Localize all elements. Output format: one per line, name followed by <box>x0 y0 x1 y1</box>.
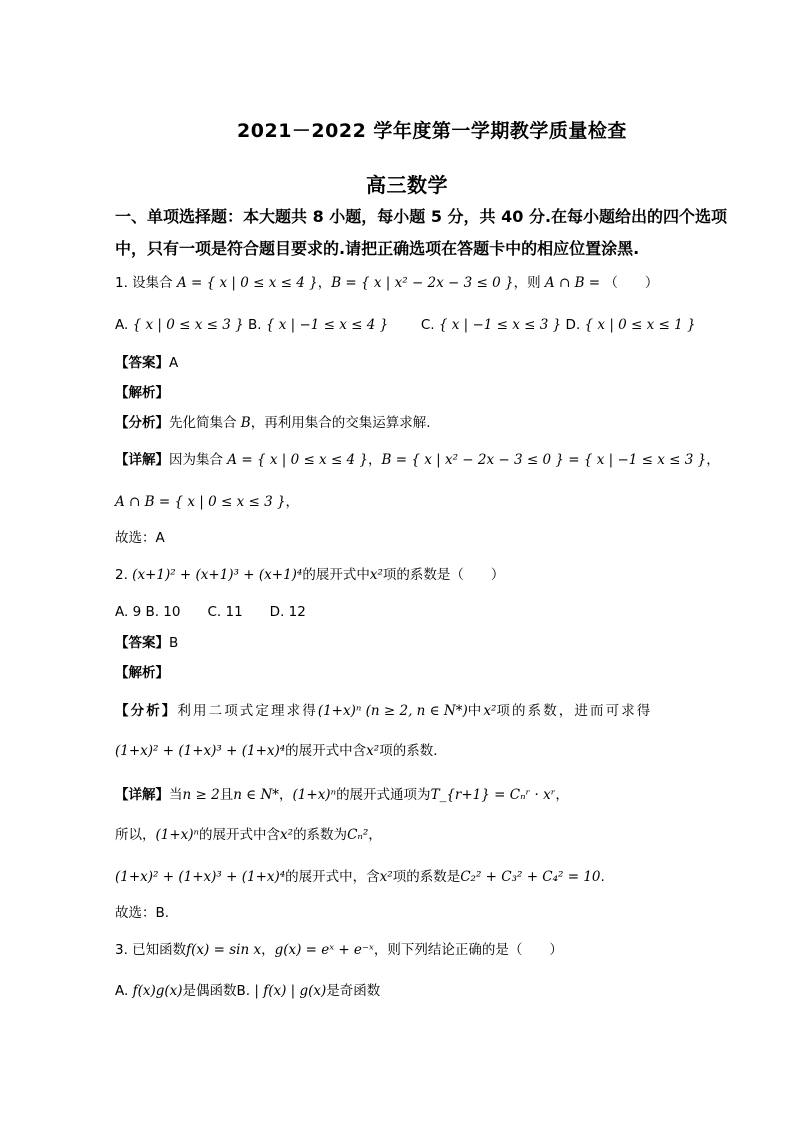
q1-sep: ， <box>317 275 332 291</box>
q2-detail-tag: 【详解】 <box>115 787 169 803</box>
q1-opt-b: { x | −1 ≤ x ≤ 4 } <box>265 317 389 333</box>
q2-sum-value: C₂² + C₃² + C₄² = 10 <box>460 869 601 885</box>
q1-opt-c: { x | −1 ≤ x ≤ 3 } <box>438 317 562 333</box>
q1-stem-prefix: 1. 设集合 <box>115 275 177 291</box>
q2-fenxi-expr2: (1+x)² + (1+x)³ + (1+x)⁴ <box>115 743 286 759</box>
q2-stem-prefix: 2. <box>115 567 133 583</box>
q2-fenxi-text4: 的展开式中含 <box>285 743 367 759</box>
q1-stem <box>115 274 715 292</box>
q2-fenxi-line1 <box>115 702 715 720</box>
section-heading-line1: 一、单项选择题：本大题共 8 小题，每小题 5 分，共 40 分.在每小题给出的四个选项 <box>115 207 728 226</box>
q3-opt-a-label: A. <box>115 983 133 999</box>
q3-opt-a-expr: f(x)g(x) <box>132 983 183 999</box>
q1-fenxi-text2: ，再利用集合的交集运算求解. <box>250 415 431 431</box>
q2-expr: (x+1)² + (x+1)³ + (x+1)⁴ <box>132 567 303 583</box>
q2-detail-expr: (1+x)ⁿ <box>292 787 337 803</box>
q2-sum-end: . <box>600 869 605 885</box>
q2-detail-cond1: n ≥ 2 <box>182 787 220 803</box>
q1-detail-b: B = { x | x² − 2x − 3 ≤ 0 } = { x | −1 ≤ x ≤ 3 } <box>381 452 707 468</box>
q2-fenxi-text1: 利用二项式定理求得 <box>177 703 318 719</box>
q1-stem-end: （ ） <box>600 275 659 291</box>
q1-detail-a: A = { x | 0 ≤ x ≤ 4 } <box>227 452 369 468</box>
q3-opt-b-text: 是奇函数 <box>326 983 381 999</box>
q2-detail-text5: ， <box>555 787 569 803</box>
q2-sum-text1: 的展开式中，含 <box>285 869 380 885</box>
q3-opt-a-text: 是偶函数 <box>182 983 237 999</box>
q2-sum <box>115 868 715 886</box>
q1-result <box>115 493 715 511</box>
q2-sum-term: x² <box>379 869 393 885</box>
q1-expr: A ∩ B = <box>544 275 601 291</box>
q3-f: f(x) = sin x <box>186 942 262 958</box>
q1-opt-c-label: C. <box>420 317 435 333</box>
q2-detail-text3: ， <box>279 787 293 803</box>
q2-so-text2: 的展开式中含 <box>199 827 281 843</box>
q1-opt-d: { x | 0 ≤ x ≤ 1 } <box>584 317 696 333</box>
q1-fenxi-var: B <box>240 415 251 431</box>
q1-opt-b-label: B. <box>243 317 262 333</box>
q2-sum-text2: 项的系数是 <box>392 869 461 885</box>
q2-so-text4: ， <box>368 827 382 843</box>
q1-opt-a: { x | 0 ≤ x ≤ 3 } <box>132 317 244 333</box>
q2-options: A. 9 B. 10 C. 11 D. 12 <box>115 604 306 620</box>
q1-answer-tag: 【答案】 <box>115 355 169 371</box>
q1-opt-a-label: A. <box>115 317 129 333</box>
q2-analysis <box>115 664 715 682</box>
q1-fenxi <box>115 414 715 432</box>
q2-fenxi-term: x² <box>483 703 497 719</box>
q2-sum-expr: (1+x)² + (1+x)³ + (1+x)⁴ <box>115 869 286 885</box>
q3-stem <box>115 941 715 959</box>
page-title: 2021－2022 学年度第一学期教学质量检查 <box>237 120 627 142</box>
q1-options <box>115 316 715 334</box>
q2-fenxi-text3: 项的系数，进而可求得 <box>496 703 653 719</box>
q1-fenxi-tag: 【分析】 <box>115 415 169 431</box>
q2-fenxi-text5: 项的系数. <box>379 743 438 759</box>
page-subtitle: 高三数学 <box>366 173 448 197</box>
q2-so <box>115 826 715 844</box>
q2-fenxi-tag: 【分析】 <box>115 703 178 719</box>
q2-detail-cond2: n ∈ N* <box>233 787 280 803</box>
q2-stem-end: 项的系数是（ ） <box>382 567 505 583</box>
q2-stem-mid: 的展开式中 <box>302 567 370 583</box>
q2-so-term: x² <box>280 827 294 843</box>
q2-conclusion: 故选：B. <box>115 905 170 921</box>
q1-result-expr: A ∩ B = { x | 0 ≤ x ≤ 3 } <box>115 494 286 510</box>
q2-fenxi-term2: x² <box>366 743 380 759</box>
q2-detail-text1: 当 <box>169 787 183 803</box>
q2-so-text3: 的系数为 <box>293 827 348 843</box>
q2-answer-tag: 【答案】 <box>115 635 169 651</box>
q2-so-text1: 所以， <box>115 827 156 843</box>
q1-detail <box>115 451 720 469</box>
q2-analysis-tag: 【解析】 <box>115 665 169 681</box>
q2-detail-formula: T_{r+1} = Cₙʳ · xʳ <box>430 787 556 803</box>
q2-so-coef: Cₙ² <box>347 827 369 843</box>
q1-detail-sep: ， <box>368 452 382 468</box>
q2-term: x² <box>369 567 383 583</box>
q1-opt-d-label: D. <box>561 317 581 333</box>
q3-stem-end: ，则下列结论正确的是（ ） <box>373 942 563 958</box>
q1-analysis-tag: 【解析】 <box>115 385 169 401</box>
q1-conclusion: 故选：A <box>115 530 165 546</box>
q2-detail-text2: 且 <box>219 787 234 803</box>
q1-result-end: ， <box>285 494 300 510</box>
q1-analysis <box>115 384 715 402</box>
q3-opt-b-expr: | f(x) | g(x) <box>254 983 327 999</box>
section-heading-line2: 中，只有一项是符合题目要求的.请把正确选项在答题卡中的相应位置涂黑. <box>115 239 640 258</box>
q1-detail-end: ， <box>706 452 720 468</box>
q3-stem-prefix: 3. 已知函数 <box>115 942 187 958</box>
q2-fenxi-line2 <box>115 742 715 760</box>
q1-fenxi-text1: 先化简集合 <box>169 415 241 431</box>
q1-answer-value: A <box>169 355 179 371</box>
q2-detail-text4: 的展开式通项为 <box>336 787 431 803</box>
q1-set-b: B = { x | x² − 2x − 3 ≤ 0 } <box>331 275 514 291</box>
q3-g: g(x) = eˣ + e⁻ˣ <box>274 942 374 958</box>
q2-fenxi-text2: 中 <box>467 703 484 719</box>
q1-detail-text: 因为集合 <box>169 452 228 468</box>
q1-set-a: A = { x | 0 ≤ x ≤ 4 } <box>176 275 318 291</box>
q2-answer-value: B <box>169 635 179 651</box>
q3-sep: ， <box>261 942 275 958</box>
q1-detail-tag: 【详解】 <box>115 452 169 468</box>
q1-stem-mid: ，则 <box>513 275 545 291</box>
q3-options <box>115 982 715 1000</box>
q2-answer <box>115 634 715 652</box>
q2-fenxi-expr: (1+x)ⁿ (n ≥ 2, n ∈ N*) <box>317 703 468 719</box>
q2-stem <box>115 566 715 584</box>
q2-detail <box>115 786 715 804</box>
q2-so-expr: (1+x)ⁿ <box>155 827 200 843</box>
q1-answer <box>115 354 715 372</box>
q3-opt-b-label: B. <box>236 983 255 999</box>
